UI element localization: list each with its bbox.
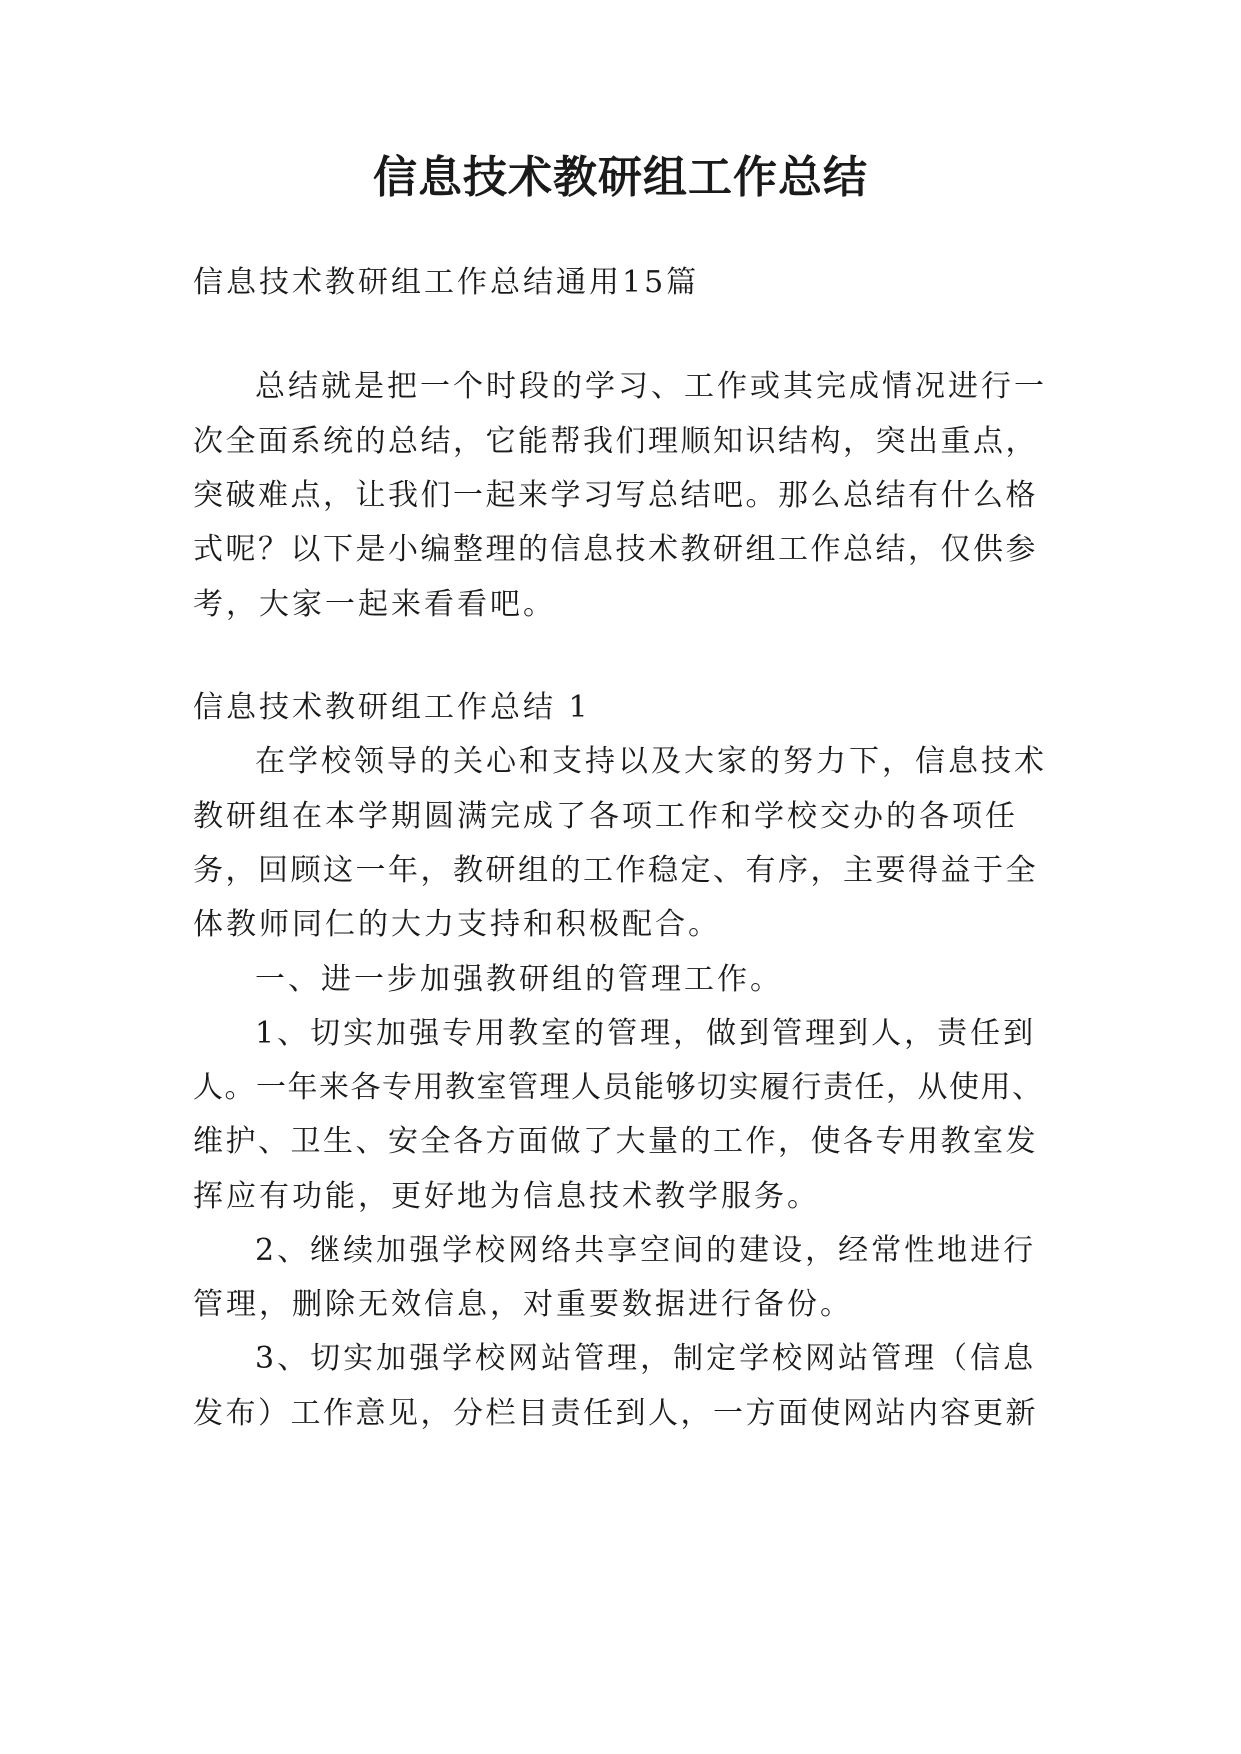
body-line: 管理，删除无效信息，对重要数据进行备份。	[193, 1287, 853, 1322]
body-line: 维护、卫生、安全各方面做了大量的工作，使各专用教室发	[193, 1124, 1038, 1159]
section-heading: 信息技术教研组工作总结 1	[193, 690, 591, 725]
body-line: 务，回顾这一年，教研组的工作稳定、有序，主要得益于全	[193, 853, 1038, 888]
body-line: 2、继续加强学校网络共享空间的建设，经常性地进行	[255, 1233, 1037, 1268]
document-title: 信息技术教研组工作总结	[373, 152, 868, 203]
body-line: 在学校领导的关心和支持以及大家的努力下，信息技术	[255, 744, 1047, 779]
document-subtitle: 信息技术教研组工作总结通用15篇	[193, 265, 700, 300]
intro-line: 式呢？以下是小编整理的信息技术教研组工作总结，仅供参	[193, 532, 1038, 567]
body-line: 发布）工作意见，分栏目责任到人，一方面使网站内容更新	[193, 1396, 1038, 1431]
intro-line: 考，大家一起来看看吧。	[193, 587, 556, 622]
body-line: 人。一年来各专用教室管理人员能够切实履行责任，从使用、	[193, 1070, 1044, 1105]
body-line: 挥应有功能，更好地为信息技术教学服务。	[193, 1179, 820, 1214]
intro-line: 突破难点，让我们一起来学习写总结吧。那么总结有什么格	[193, 478, 1038, 513]
body-line: 1、切实加强专用教室的管理，做到管理到人，责任到	[255, 1016, 1037, 1051]
body-line: 教研组在本学期圆满完成了各项工作和学校交办的各项任	[193, 799, 1018, 834]
intro-line: 次全面系统的总结，它能帮我们理顺知识结构，突出重点，	[193, 424, 1038, 459]
intro-line: 总结就是把一个时段的学习、工作或其完成情况进行一	[255, 369, 1047, 404]
body-line: 3、切实加强学校网站管理，制定学校网站管理（信息	[255, 1341, 1037, 1376]
body-line: 一、进一步加强教研组的管理工作。	[255, 962, 783, 997]
body-line: 体教师同仁的大力支持和积极配合。	[193, 907, 721, 942]
